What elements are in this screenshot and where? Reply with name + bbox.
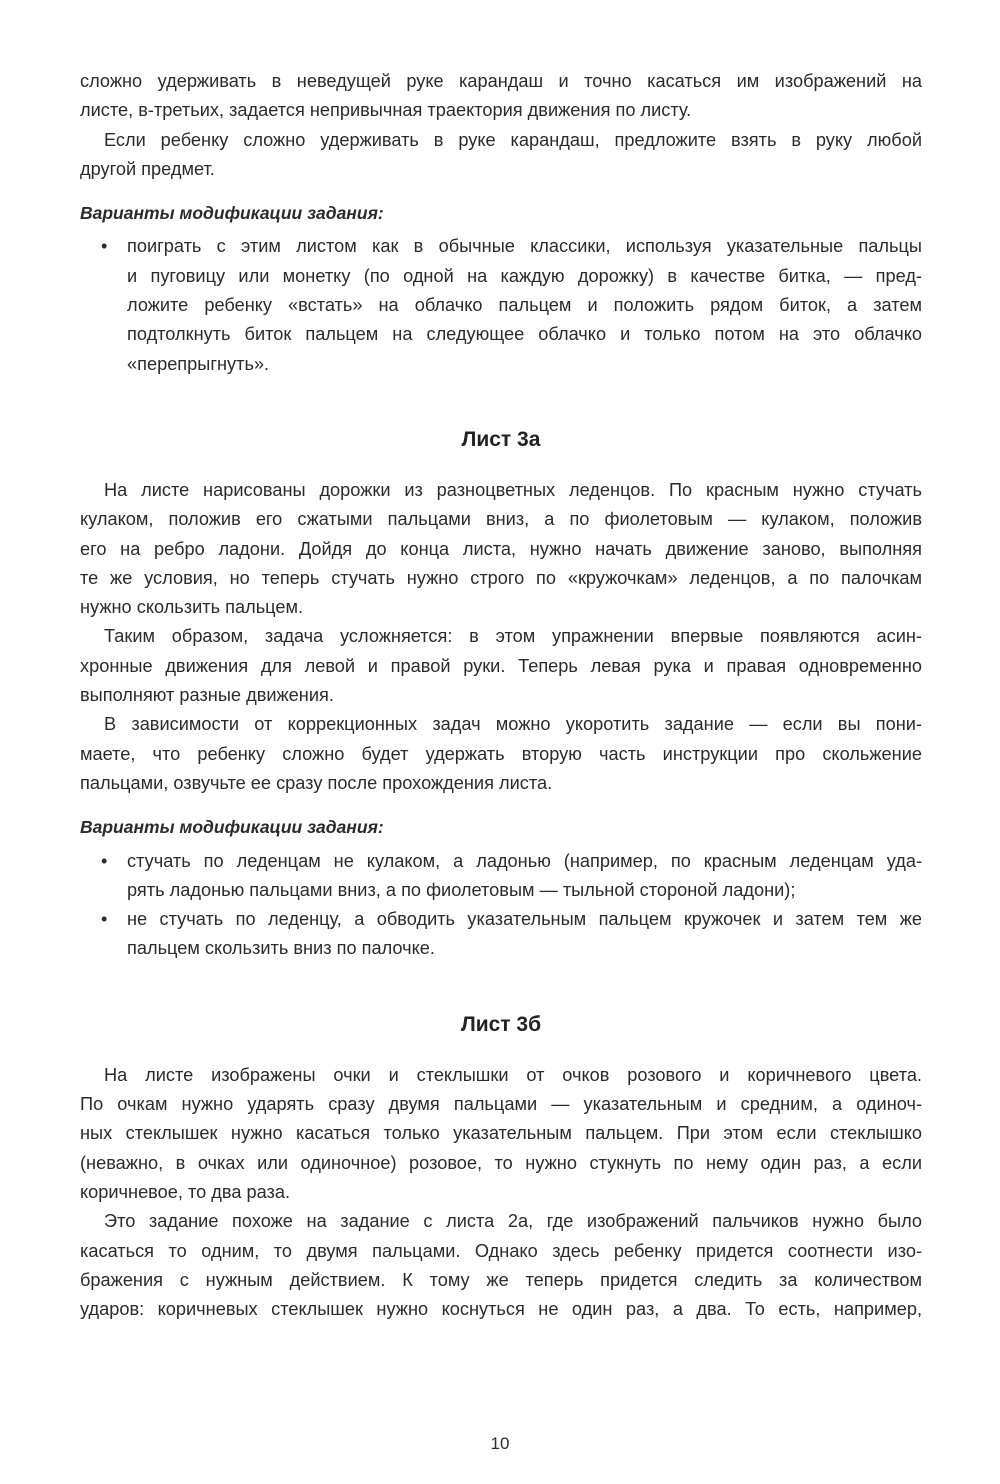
paragraph [80,622,922,710]
intro-paragraph [80,67,922,126]
text-line: «перепрыгнуть». [127,353,270,374]
text-line: На листе изображены очки и стеклышки от очков розового и коричневого цвета. [104,1064,922,1085]
text-line: Таким образом, задача усложняется: в этом упражнении впервые появляются асин- [104,626,922,647]
text-line: кулаком, положив его сжатыми пальцами вниз, а по фиолетовым — кулаком, положив [80,509,922,530]
text-line: не стучать по леденцу, а обводить указательным пальцем кружочек и затем тем же [127,909,922,930]
bullet-icon: • [101,236,108,257]
text-line: нужно скользить пальцем. [80,597,304,618]
text-line: В зависимости от коррекционных задач можно укоротить задание — если вы пони- [104,714,922,735]
modification-heading: Варианты модификации задания: [80,817,384,838]
spacer [80,964,922,1009]
text-line: Если ребенку сложно удерживать в руке карандаш, предложите взять в руку любой [104,129,922,150]
text-line: Это задание похоже на задание с листа 2а, где изображений пальчиков нужно было [104,1211,922,1232]
list-item [80,232,922,378]
text-line: его на ребро ладони. Дойдя до конца листа, нужно начать движение заново, выполняя [80,538,922,559]
text-line: ложите ребенку «встать» на облачко пальцем и положить рядом биток, а затем [127,295,922,316]
text-line: пальцем скользить вниз по палочке. [127,938,435,959]
text-line: листе, в-третьих, задается непривычная траектория движения по листу. [80,100,692,121]
text-line: другой предмет. [80,158,215,179]
list-item [80,847,922,906]
paragraph [80,710,922,798]
text-line: На листе нарисованы дорожки из разноцветных леденцов. По красным нужно стучать [104,479,922,500]
section-title: Лист 3а [461,427,541,451]
list-item [80,905,922,964]
text-line: касаться то одним, то двумя пальцами. Однако здесь ребенку придется соотнести изо- [80,1240,922,1261]
bullet-icon: • [101,850,108,871]
bullet-icon: • [101,909,108,930]
text-line: стучать по леденцам не кулаком, а ладонью (например, по красным леденцам уда- [127,850,922,871]
spacer [80,184,922,199]
text-line: пальцами, озвучьте ее сразу после прохождения листа. [80,772,553,793]
text-line: ных стеклышек нужно касаться только указательным пальцем. При этом если стеклышко [80,1123,922,1144]
text-line: сложно удерживать в неведущей руке карандаш и точно касаться им изображений на [80,71,922,91]
paragraph [80,1207,922,1324]
paragraph [80,476,922,622]
text-line: бражения с нужным действием. К тому же теперь придется следить за количеством [80,1269,922,1290]
text-line: те же условия, но теперь стучать нужно строго по «кружочкам» леденцов, а по палочкам [80,567,922,588]
page-number: 10 [490,1434,510,1453]
text-line: рять ладонью пальцами вниз, а по фиолетовым — тыльной стороной ладони); [127,879,796,900]
text-line: маете, что ребенку сложно будет удержать вторую часть инструкции про скольжение [80,743,922,764]
spacer [80,1041,922,1061]
text-line: хронные движения для левой и правой руки. Теперь левая рука и правая одновременно [80,655,922,676]
spacer [80,456,922,476]
modification-heading: Варианты модификации задания: [80,203,384,224]
text-line: ударов: коричневых стеклышек нужно коснуться не один раз, а два. То есть, например, [80,1299,922,1320]
text-line: и пуговицу или монетку (по одной на каждую дорожку) в качестве битка, — пред- [127,265,922,286]
text-line: подтолкнуть биток пальцем на следующее облачко и только потом на это облачко [127,324,922,345]
paragraph [80,1061,922,1207]
text-line: По очкам нужно ударять сразу двумя пальцами — указательным и средним, а одиноч- [80,1094,922,1115]
text-line: (неважно, в очках или одиночное) розовое, то нужно стукнуть по нему один раз, а если [80,1152,922,1173]
spacer [80,379,922,424]
section-title: Лист 3б [460,1012,542,1036]
text-line: коричневое, то два раза. [80,1181,291,1202]
spacer [80,798,922,813]
page-content [80,67,922,1324]
text-line: поиграть с этим листом как в обычные классики, используя указательные пальцы [127,236,922,257]
text-line: выполняют разные движения. [80,685,334,706]
intro-paragraph-2 [80,126,922,185]
